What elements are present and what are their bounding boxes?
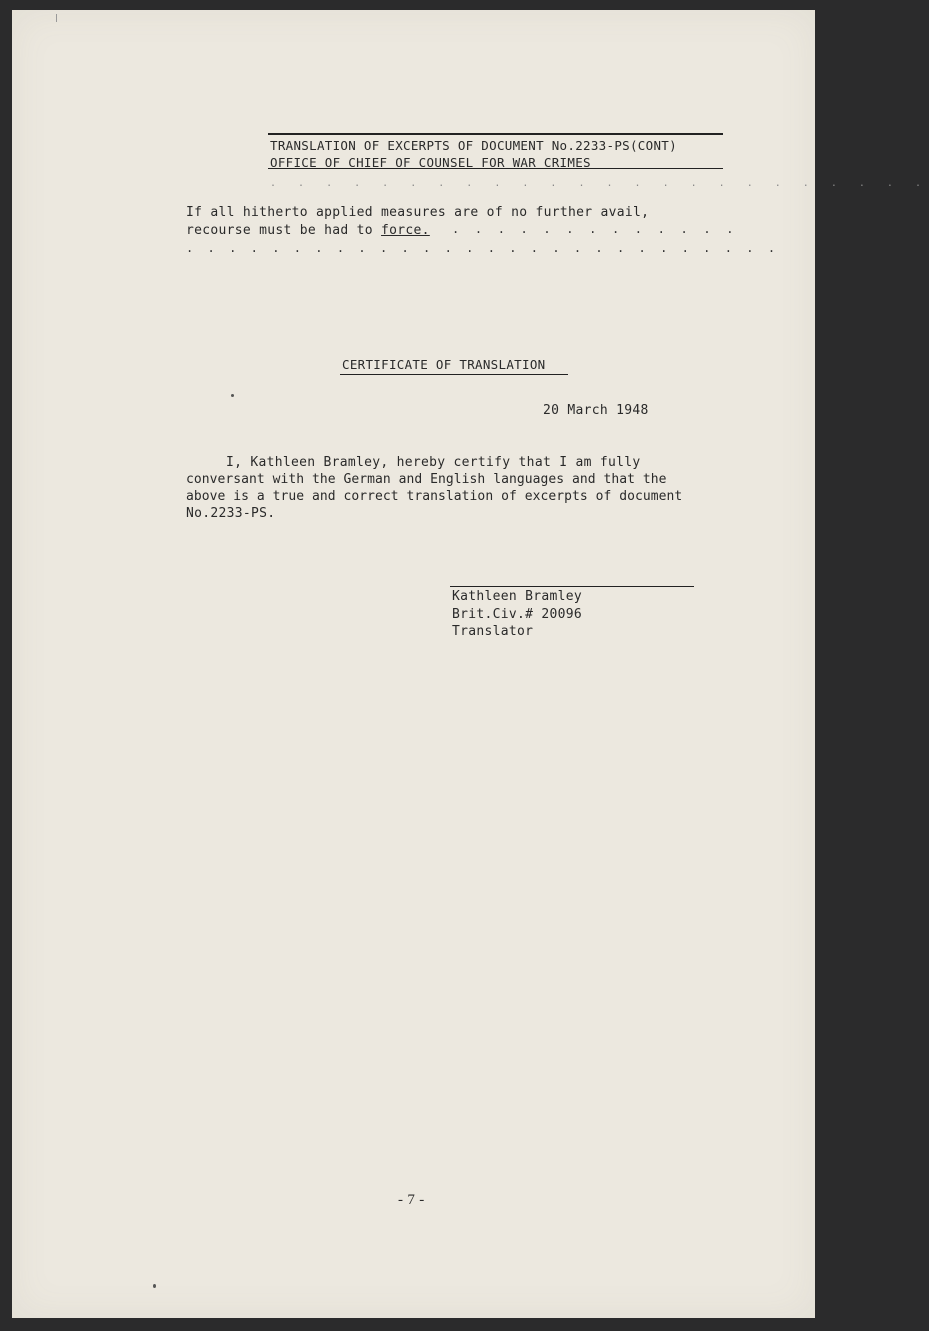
certificate-body-line-4: No.2233-PS. <box>186 506 276 521</box>
excerpt-line-2 <box>186 222 430 239</box>
certificate-body-line-2: conversant with the German and English languages and that the <box>186 472 667 487</box>
certificate-date: 20 March 1948 <box>543 403 649 418</box>
header-faint-dots: . . . . . . . . . . . . . . . . . . . . . . . . <box>270 178 929 189</box>
page-number: - 7 - <box>398 1192 425 1208</box>
document-page <box>12 10 929 1318</box>
ink-speck-top <box>56 14 57 22</box>
signature-name: Kathleen Bramley <box>452 589 583 604</box>
excerpt-line-1: If all hitherto applied measures are of no further avail, <box>186 205 650 220</box>
excerpt-underlined-word: force. <box>381 223 430 238</box>
excerpt-trailing-dots: . . . . . . . . . . . . . <box>452 222 738 236</box>
certificate-title: CERTIFICATE OF TRANSLATION <box>342 357 546 372</box>
certificate-body-line-3: above is a true and correct translation of excerpts of document <box>186 489 683 504</box>
header-top-rule <box>268 133 723 135</box>
ink-speck-bottom <box>153 1284 156 1288</box>
excerpt-dot-row: . . . . . . . . . . . . . . . . . . . . . . . . . . . . <box>186 241 779 255</box>
header-title: TRANSLATION OF EXCERPTS OF DOCUMENT No.2233-PS(CONT) <box>270 138 677 153</box>
signature-rule <box>450 586 694 587</box>
header-office: OFFICE OF CHIEF OF COUNSEL FOR WAR CRIMES <box>270 155 591 170</box>
excerpt-line-2-text: recourse must be had to <box>186 223 382 238</box>
certificate-body-line-1: I, Kathleen Bramley, hereby certify that I am fully <box>226 455 641 470</box>
certificate-title-underline <box>340 374 568 375</box>
signature-id: Brit.Civ.# 20096 <box>452 607 583 622</box>
header-bottom-rule <box>268 168 723 169</box>
ink-speck <box>231 394 234 397</box>
signature-role: Translator <box>452 624 534 639</box>
